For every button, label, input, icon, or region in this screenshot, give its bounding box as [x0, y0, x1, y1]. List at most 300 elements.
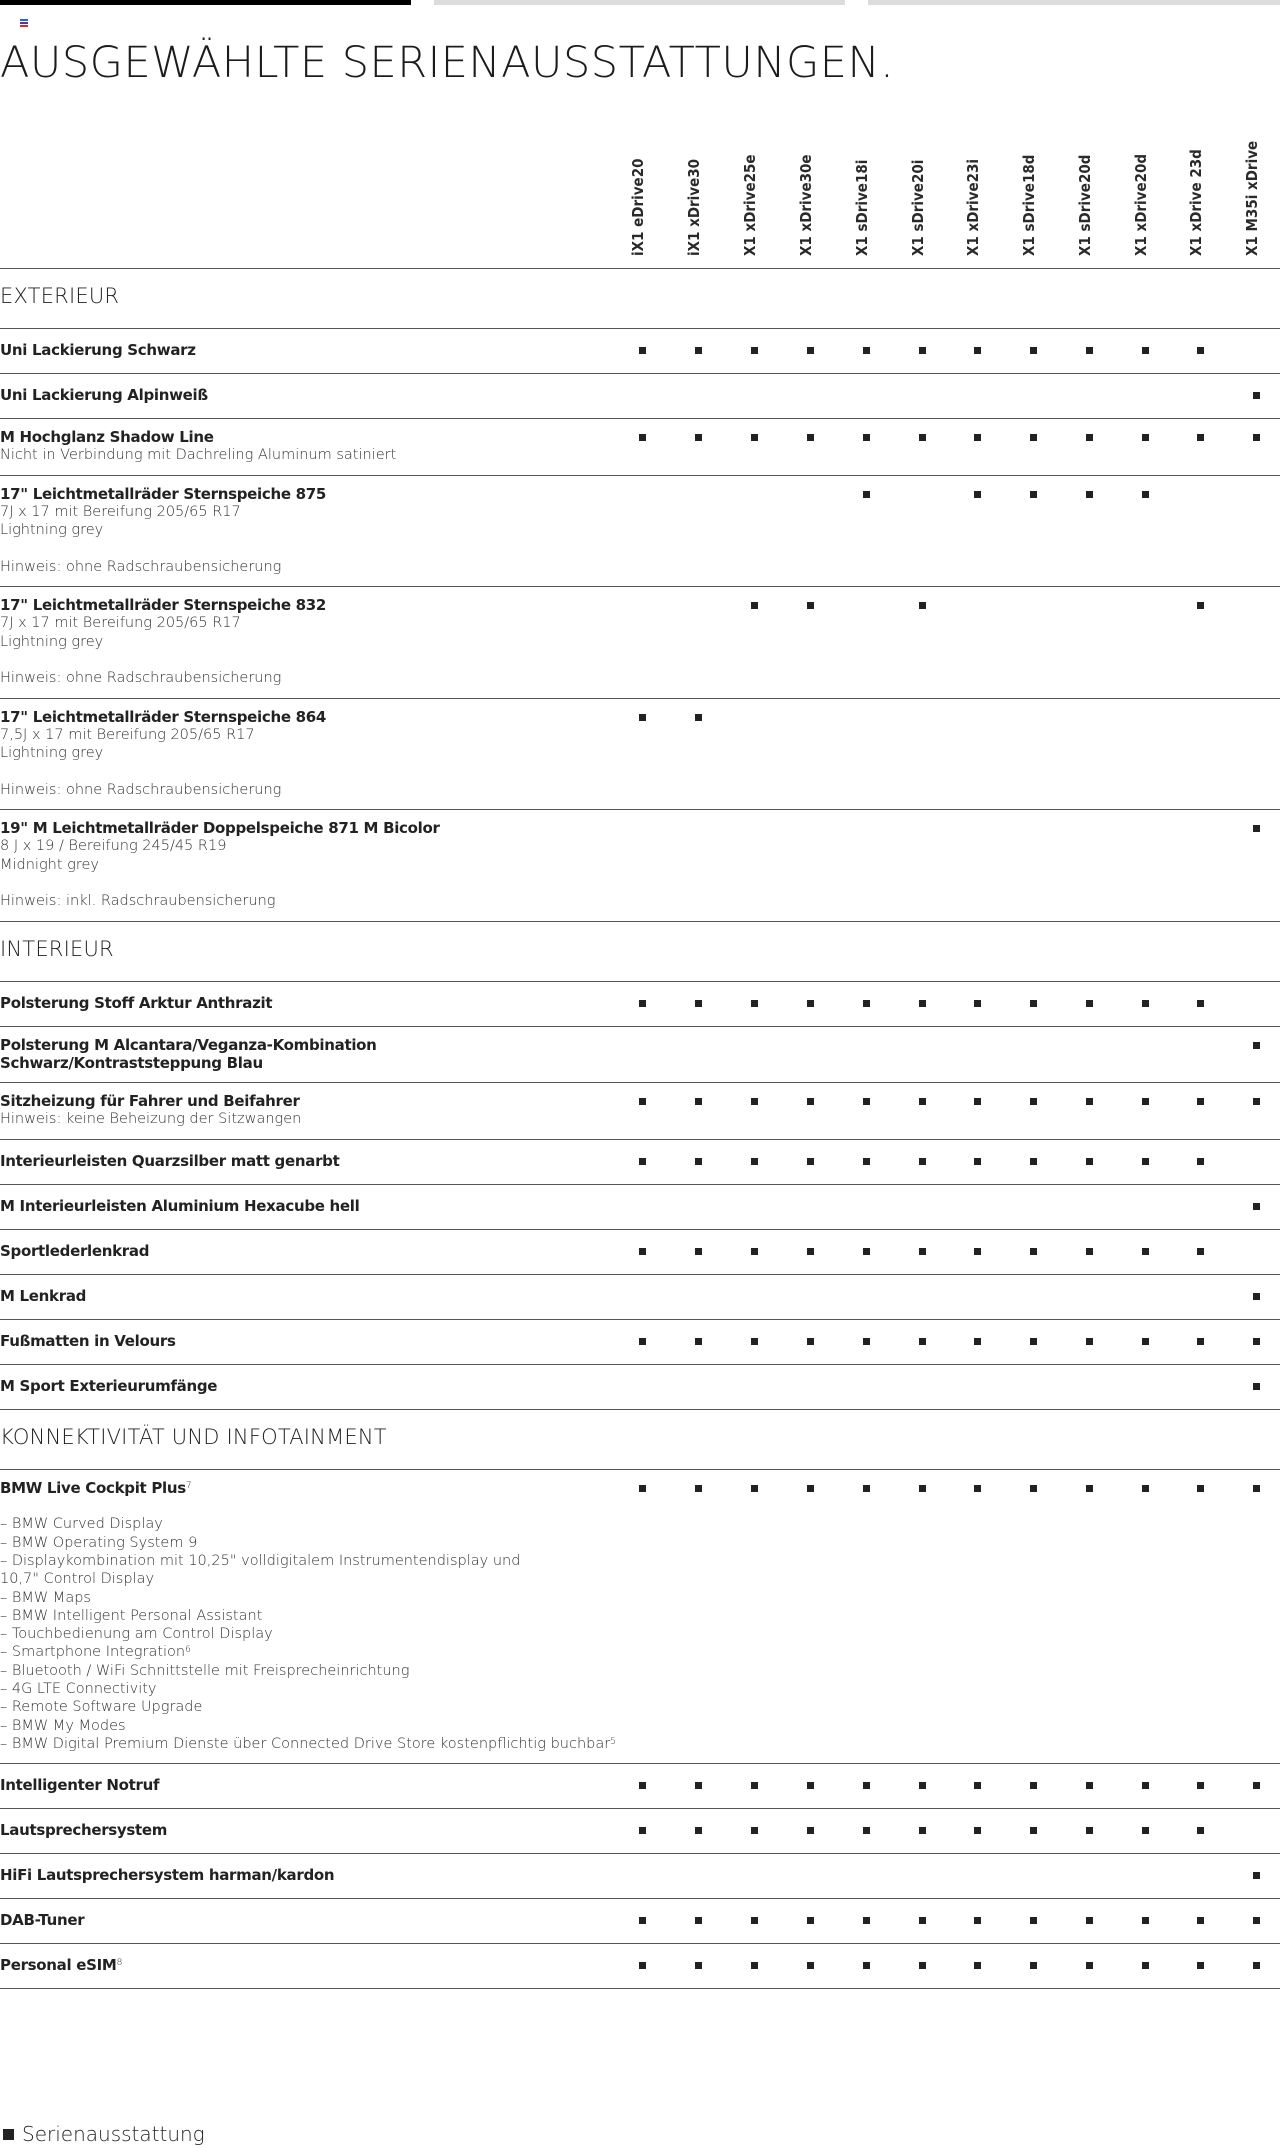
- standard-equipment-mark: [863, 1917, 870, 1924]
- table-row-label: [0, 485, 326, 576]
- standard-equipment-mark: [863, 347, 870, 354]
- standard-equipment-mark: [1030, 1098, 1037, 1105]
- line-text: Lightning grey: [0, 633, 104, 650]
- standard-equipment-mark: [1197, 602, 1204, 609]
- standard-equipment-mark: [807, 602, 814, 609]
- standard-equipment-mark: [919, 434, 926, 441]
- line-text: Midnight grey: [0, 856, 99, 873]
- line-text: 17" Leichtmetallräder Sternspeiche 832: [0, 596, 327, 615]
- feature-detail: [0, 446, 396, 464]
- standard-equipment-mark: [807, 1248, 814, 1255]
- section-title: KONNEKTIVITÄT UND INFOTAINMENT: [0, 1424, 387, 1449]
- row-divider: [0, 1409, 1280, 1410]
- line-text: M Sport Exterieurumfänge: [0, 1376, 218, 1395]
- row-divider: [0, 698, 1280, 699]
- line-text: Fußmatten in Velours: [0, 1331, 176, 1350]
- row-divider: [0, 1808, 1280, 1809]
- standard-equipment-mark: [695, 347, 702, 354]
- standard-equipment-mark: [639, 1782, 646, 1789]
- standard-equipment-mark: [695, 1098, 702, 1105]
- standard-equipment-mark: [1197, 1000, 1204, 1007]
- standard-equipment-mark: [1142, 1158, 1149, 1165]
- feature-detail: [0, 1570, 616, 1588]
- standard-equipment-mark: [1030, 491, 1037, 498]
- model-column-header: X1 M35i xDrive: [1243, 140, 1261, 256]
- standard-equipment-mark: [807, 1158, 814, 1165]
- row-divider: [0, 1763, 1280, 1764]
- row-divider: [0, 418, 1280, 419]
- feature-detail: [0, 669, 326, 687]
- standard-equipment-mark: [1086, 1917, 1093, 1924]
- standard-equipment-mark: [1086, 1827, 1093, 1834]
- feature-name: [0, 1242, 149, 1260]
- row-divider: [0, 328, 1280, 329]
- row-divider: [0, 1082, 1280, 1083]
- feature-name: [0, 1036, 377, 1054]
- feature-name: [0, 341, 196, 359]
- table-row-label: [0, 1911, 84, 1929]
- standard-equipment-mark: [807, 347, 814, 354]
- standard-equipment-mark: [807, 1485, 814, 1492]
- line-text: M Lenkrad: [0, 1286, 87, 1305]
- legend-label: Serienausstattung: [22, 2122, 205, 2146]
- standard-equipment-mark: [1142, 1485, 1149, 1492]
- table-row-label: [0, 1821, 167, 1839]
- feature-detail: [0, 837, 440, 855]
- standard-equipment-mark: [1086, 1000, 1093, 1007]
- progress-segment-active: [0, 0, 411, 5]
- feature-detail: [0, 521, 326, 539]
- standard-equipment-mark: [1253, 1293, 1260, 1300]
- line-text: Polsterung M Alcantara/Veganza-Kombination: [0, 1035, 377, 1054]
- row-divider: [0, 1184, 1280, 1185]
- standard-equipment-mark: [863, 1782, 870, 1789]
- standard-equipment-mark: [639, 1485, 646, 1492]
- line-text: HiFi Lautsprechersystem harman/kardon: [0, 1866, 335, 1885]
- standard-equipment-mark: [1253, 1338, 1260, 1345]
- standard-equipment-mark: [1253, 392, 1260, 399]
- standard-equipment-mark: [695, 1917, 702, 1924]
- standard-equipment-mark: [974, 1917, 981, 1924]
- standard-equipment-mark: [695, 434, 702, 441]
- line-text: Lightning grey: [0, 522, 104, 539]
- line-text: Personal eSIM: [0, 1956, 117, 1975]
- standard-equipment-mark: [751, 602, 758, 609]
- feature-detail: [0, 744, 326, 762]
- line-text: Nicht in Verbindung mit Dachreling Aluminum satiniert: [0, 447, 397, 464]
- section-title: EXTERIEUR: [0, 284, 120, 308]
- standard-equipment-mark: [863, 1962, 870, 1969]
- row-divider: [0, 268, 1280, 269]
- standard-equipment-mark: [1086, 1338, 1093, 1345]
- standard-equipment-mark: [639, 714, 646, 721]
- line-text: 8 J x 19 / Bereifung 245/45 R19: [0, 838, 227, 855]
- standard-equipment-mark: [1142, 434, 1149, 441]
- standard-equipment-mark: [974, 1098, 981, 1105]
- line-text: – Displaykombination mit 10,25" volldigitalem Instrumentendisplay und: [0, 1552, 521, 1569]
- feature-detail: [0, 1497, 616, 1515]
- line-text: Hinweis: ohne Radschraubensicherung: [0, 670, 282, 687]
- row-divider: [0, 475, 1280, 476]
- row-divider: [0, 1364, 1280, 1365]
- table-row-label: [0, 1332, 176, 1350]
- line-text: – Touchbedienung am Control Display: [0, 1626, 273, 1643]
- standard-equipment-mark: [863, 1827, 870, 1834]
- standard-equipment-mark: [639, 1827, 646, 1834]
- standard-equipment-mark: [751, 1000, 758, 1007]
- standard-equipment-mark: [1197, 1962, 1204, 1969]
- table-row-label: [0, 428, 396, 465]
- standard-equipment-mark: [695, 1962, 702, 1969]
- table-row-label: [0, 1242, 149, 1260]
- table-row-label: [0, 386, 208, 404]
- line-text: – 4G LTE Connectivity: [0, 1681, 157, 1698]
- feature-detail: [0, 633, 326, 651]
- feature-name: [0, 1866, 334, 1884]
- standard-equipment-mark: [639, 1917, 646, 1924]
- line-text: Lautsprechersystem: [0, 1821, 168, 1840]
- line-text: – Bluetooth / WiFi Schnittstelle mit Freisprecheinrichtung: [0, 1662, 410, 1679]
- standard-equipment-mark: [639, 1098, 646, 1105]
- line-text: M Interieurleisten Aluminium Hexacube hell: [0, 1196, 360, 1215]
- footnote-ref: 5: [610, 1736, 616, 1747]
- standard-equipment-mark: [1086, 1158, 1093, 1165]
- standard-equipment-mark: [974, 491, 981, 498]
- line-text: BMW Live Cockpit Plus: [0, 1478, 186, 1497]
- row-divider: [0, 921, 1280, 922]
- standard-equipment-mark: [1197, 434, 1204, 441]
- standard-equipment-mark: [695, 1485, 702, 1492]
- standard-equipment-mark: [807, 1782, 814, 1789]
- line-text: 7J x 17 mit Bereifung 205/65 R17: [0, 615, 241, 632]
- model-column-header: X1 sDrive20d: [1076, 154, 1094, 256]
- line-text: – Remote Software Upgrade: [0, 1699, 203, 1716]
- standard-equipment-mark: [863, 434, 870, 441]
- standard-equipment-mark: [919, 1917, 926, 1924]
- table-row-label: [0, 708, 326, 799]
- progress-segment: [434, 0, 845, 5]
- standard-equipment-mark: [1142, 1000, 1149, 1007]
- standard-equipment-mark: [1253, 1383, 1260, 1390]
- standard-equipment-mark: [919, 602, 926, 609]
- feature-detail: [0, 1515, 616, 1533]
- feature-detail: [0, 503, 326, 521]
- model-column-header: X1 xDrive20d: [1132, 153, 1150, 256]
- standard-equipment-mark: [751, 1338, 758, 1345]
- standard-equipment-mark: [1142, 1782, 1149, 1789]
- table-row-label: [0, 819, 440, 910]
- standard-equipment-mark: [863, 1000, 870, 1007]
- standard-equipment-mark: [639, 347, 646, 354]
- line-text: Polsterung Stoff Arktur Anthrazit: [0, 993, 273, 1012]
- line-text: Sitzheizung für Fahrer und Beifahrer: [0, 1092, 300, 1111]
- row-divider: [0, 1469, 1280, 1470]
- table-row-label: [0, 596, 326, 687]
- standard-equipment-mark: [1197, 1338, 1204, 1345]
- line-text: – BMW Operating System 9: [0, 1534, 198, 1551]
- footnote-ref: 8: [116, 1958, 122, 1969]
- standard-equipment-mark: [974, 1485, 981, 1492]
- table-row-label: [0, 1092, 301, 1129]
- standard-equipment-mark: [639, 434, 646, 441]
- standard-equipment-mark: [974, 1827, 981, 1834]
- table-row-label: [0, 1152, 339, 1170]
- row-divider: [0, 981, 1280, 982]
- row-divider: [0, 1898, 1280, 1899]
- row-divider: [0, 1943, 1280, 1944]
- standard-equipment-mark: [695, 1827, 702, 1834]
- model-column-header: iX1 xDrive30: [685, 158, 703, 256]
- standard-equipment-mark: [1197, 1782, 1204, 1789]
- standard-equipment-mark: [1197, 1485, 1204, 1492]
- line-text: Interieurleisten Quarzsilber matt genarbt: [0, 1151, 340, 1170]
- standard-equipment-mark: [1197, 1827, 1204, 1834]
- feature-detail: [0, 1680, 616, 1698]
- standard-equipment-mark: [863, 1158, 870, 1165]
- standard-equipment-mark: [919, 1485, 926, 1492]
- feature-name: [0, 1911, 84, 1929]
- standard-equipment-mark: [751, 1098, 758, 1105]
- model-column-header: X1 sDrive18d: [1020, 154, 1038, 256]
- standard-equipment-mark: [1253, 825, 1260, 832]
- legend: [0, 2122, 205, 2146]
- standard-equipment-mark: [919, 1248, 926, 1255]
- line-text: – BMW My Modes: [0, 1717, 126, 1734]
- standard-equipment-mark: [1086, 1248, 1093, 1255]
- feature-name: [0, 1377, 217, 1395]
- standard-equipment-mark: [1142, 1248, 1149, 1255]
- feature-detail: [0, 762, 326, 780]
- standard-equipment-mark: [974, 1782, 981, 1789]
- feature-detail: [0, 892, 440, 910]
- feature-name: [0, 819, 440, 837]
- standard-equipment-mark: [919, 1158, 926, 1165]
- standard-equipment-mark: [1142, 347, 1149, 354]
- line-text: Hinweis: keine Beheizung der Sitzwangen: [0, 1111, 302, 1128]
- standard-equipment-mark: [919, 1827, 926, 1834]
- standard-equipment-mark: [974, 1000, 981, 1007]
- standard-equipment-mark: [919, 1782, 926, 1789]
- standard-equipment-mark: [974, 1158, 981, 1165]
- standard-equipment-mark: [639, 1000, 646, 1007]
- standard-equipment-mark: [807, 1827, 814, 1834]
- row-divider: [0, 1139, 1280, 1140]
- standard-equipment-mark: [1142, 1827, 1149, 1834]
- standard-equipment-mark: [863, 1338, 870, 1345]
- line-text: Hinweis: ohne Radschraubensicherung: [0, 781, 282, 798]
- feature-detail: [0, 539, 326, 557]
- feature-detail: [0, 874, 440, 892]
- standard-equipment-mark: [919, 1098, 926, 1105]
- standard-equipment-mark: [751, 1485, 758, 1492]
- table-row-label: [0, 1036, 377, 1073]
- standard-equipment-mark: [974, 347, 981, 354]
- line-text: Hinweis: ohne Radschraubensicherung: [0, 558, 282, 575]
- standard-equipment-mark: [751, 434, 758, 441]
- line-text: Intelligenter Notruf: [0, 1776, 160, 1795]
- table-row-label: [0, 1479, 616, 1753]
- line-text: Sportlederlenkrad: [0, 1241, 150, 1260]
- model-column-header: X1 xDrive25e: [741, 154, 759, 256]
- line-text: Hinweis: inkl. Radschraubensicherung: [0, 893, 276, 910]
- standard-equipment-mark: [695, 1338, 702, 1345]
- feature-detail: [0, 1735, 616, 1753]
- feature-detail: [0, 1625, 616, 1643]
- feature-detail: [0, 781, 326, 799]
- feature-detail: [0, 1662, 616, 1680]
- standard-equipment-mark: [1197, 1248, 1204, 1255]
- standard-equipment-mark: [919, 1000, 926, 1007]
- feature-detail: [0, 1717, 616, 1735]
- standard-equipment-mark: [1197, 1158, 1204, 1165]
- feature-detail: [0, 558, 326, 576]
- row-divider: [0, 1319, 1280, 1320]
- standard-equipment-mark: [974, 1248, 981, 1255]
- feature-name: [0, 708, 326, 726]
- feature-name: [0, 1479, 616, 1497]
- standard-equipment-mark: [807, 1098, 814, 1105]
- standard-equipment-mark: [863, 1485, 870, 1492]
- standard-equipment-mark: [1030, 434, 1037, 441]
- standard-equipment-mark: [1197, 1098, 1204, 1105]
- standard-equipment-mark: [1030, 347, 1037, 354]
- standard-equipment-mark: [919, 1962, 926, 1969]
- line-text: 10,7" Control Display: [0, 1571, 155, 1588]
- standard-equipment-mark: [807, 1000, 814, 1007]
- standard-equipment-mark: [1253, 1872, 1260, 1879]
- standard-equipment-mark: [1142, 1338, 1149, 1345]
- standard-equipment-mark: [1030, 1782, 1037, 1789]
- standard-equipment-mark: [1030, 1962, 1037, 1969]
- line-text: Lightning grey: [0, 745, 104, 762]
- feature-name: [0, 1776, 159, 1794]
- standard-equipment-mark: [807, 1962, 814, 1969]
- line-text: Uni Lackierung Schwarz: [0, 341, 196, 359]
- standard-equipment-mark: [863, 1248, 870, 1255]
- standard-equipment-mark: [751, 347, 758, 354]
- standard-equipment-mark: [695, 1782, 702, 1789]
- line-text: 17" Leichtmetallräder Sternspeiche 875: [0, 484, 327, 503]
- model-column-header: iX1 eDrive20: [629, 158, 647, 256]
- section-title: INTERIEUR: [0, 936, 114, 961]
- feature-detail: [0, 1110, 301, 1128]
- standard-equipment-mark: [751, 1827, 758, 1834]
- feature-detail: [0, 1589, 616, 1607]
- feature-name: [0, 994, 272, 1012]
- feature-detail: [0, 1607, 616, 1625]
- brand-stripe-icon: [20, 19, 28, 27]
- row-divider: [0, 1988, 1280, 1989]
- standard-equipment-mark: [807, 1338, 814, 1345]
- line-text: – Smartphone Integration: [0, 1644, 186, 1661]
- feature-name: [0, 1332, 176, 1350]
- standard-equipment-mark: [695, 1000, 702, 1007]
- standard-equipment-mark: [751, 1248, 758, 1255]
- feature-detail: [0, 1698, 616, 1716]
- line-text: Uni Lackierung Alpinweiß: [0, 386, 208, 404]
- standard-equipment-mark: [1253, 1485, 1260, 1492]
- table-row-label: [0, 1776, 159, 1794]
- standard-equipment-mark: [751, 1962, 758, 1969]
- standard-equipment-mark: [1253, 434, 1260, 441]
- standard-equipment-mark: [1086, 1782, 1093, 1789]
- standard-equipment-mark: [1253, 1098, 1260, 1105]
- standard-equipment-mark: [1030, 1248, 1037, 1255]
- footnote-ref: 7: [185, 1480, 192, 1491]
- row-divider: [0, 1026, 1280, 1027]
- line-text: 7,5J x 17 mit Bereifung 205/65 R17: [0, 726, 255, 743]
- standard-equipment-mark: [1086, 1962, 1093, 1969]
- feature-detail: [0, 651, 326, 669]
- feature-name: [0, 596, 326, 614]
- feature-detail: [0, 856, 440, 874]
- model-column-header: X1 sDrive20i: [909, 159, 927, 256]
- feature-detail: [0, 1552, 616, 1570]
- standard-equipment-mark: [974, 1338, 981, 1345]
- standard-equipment-mark: [974, 1962, 981, 1969]
- table-row-label: [0, 1866, 334, 1884]
- standard-equipment-mark: [1030, 1000, 1037, 1007]
- feature-name: [0, 1821, 167, 1839]
- line-text: 17" Leichtmetallräder Sternspeiche 864: [0, 707, 327, 726]
- model-column-header: X1 sDrive18i: [853, 159, 871, 256]
- standard-equipment-mark: [751, 1158, 758, 1165]
- line-text: 7J x 17 mit Bereifung 205/65 R17: [0, 503, 241, 520]
- line-text: 19" M Leichtmetallräder Doppelspeiche 871 M Bicolor: [0, 819, 440, 838]
- standard-equipment-mark: [639, 1962, 646, 1969]
- line-text: Schwarz/Kontraststeppung Blau: [0, 1053, 263, 1072]
- standard-equipment-mark: [639, 1158, 646, 1165]
- table-row-label: [0, 341, 196, 359]
- standard-equipment-mark: [1142, 491, 1149, 498]
- feature-name: [0, 386, 208, 404]
- standard-equipment-mark: [1253, 1042, 1260, 1049]
- standard-equipment-mark: [639, 1248, 646, 1255]
- standard-equipment-mark: [695, 714, 702, 721]
- feature-name: [0, 1287, 86, 1305]
- model-column-header: X1 xDrive30e: [797, 154, 815, 256]
- line-text: M Hochglanz Shadow Line: [0, 428, 214, 446]
- standard-equipment-mark: [974, 434, 981, 441]
- table-row-label: [0, 994, 272, 1012]
- feature-detail: [0, 614, 326, 632]
- standard-equipment-mark: [1142, 1917, 1149, 1924]
- standard-equipment-mark: [751, 1782, 758, 1789]
- standard-equipment-mark: [863, 1098, 870, 1105]
- standard-equipment-mark: [1030, 1158, 1037, 1165]
- row-divider: [0, 1229, 1280, 1230]
- feature-name: [0, 1054, 377, 1072]
- standard-equipment-mark: [1086, 1485, 1093, 1492]
- standard-equipment-mark: [863, 491, 870, 498]
- table-row-label: [0, 1377, 217, 1395]
- line-text: – BMW Digital Premium Dienste über Connected Drive Store kostenpflichtig buchbar: [0, 1735, 611, 1752]
- standard-equipment-mark: [1086, 434, 1093, 441]
- standard-equipment-mark: [695, 1248, 702, 1255]
- standard-equipment-mark: [1253, 1962, 1260, 1969]
- line-text: – BMW Curved Display: [0, 1516, 163, 1533]
- standard-equipment-mark: [1030, 1917, 1037, 1924]
- standard-equipment-mark: [1253, 1782, 1260, 1789]
- model-header-row: [0, 130, 1280, 270]
- standard-equipment-mark: [1197, 347, 1204, 354]
- standard-equipment-mark: [1253, 1203, 1260, 1210]
- feature-detail: [0, 726, 326, 744]
- feature-detail: [0, 1643, 616, 1661]
- line-text: – BMW Maps: [0, 1589, 91, 1606]
- standard-equipment-mark: [1142, 1098, 1149, 1105]
- feature-name: [0, 1956, 122, 1974]
